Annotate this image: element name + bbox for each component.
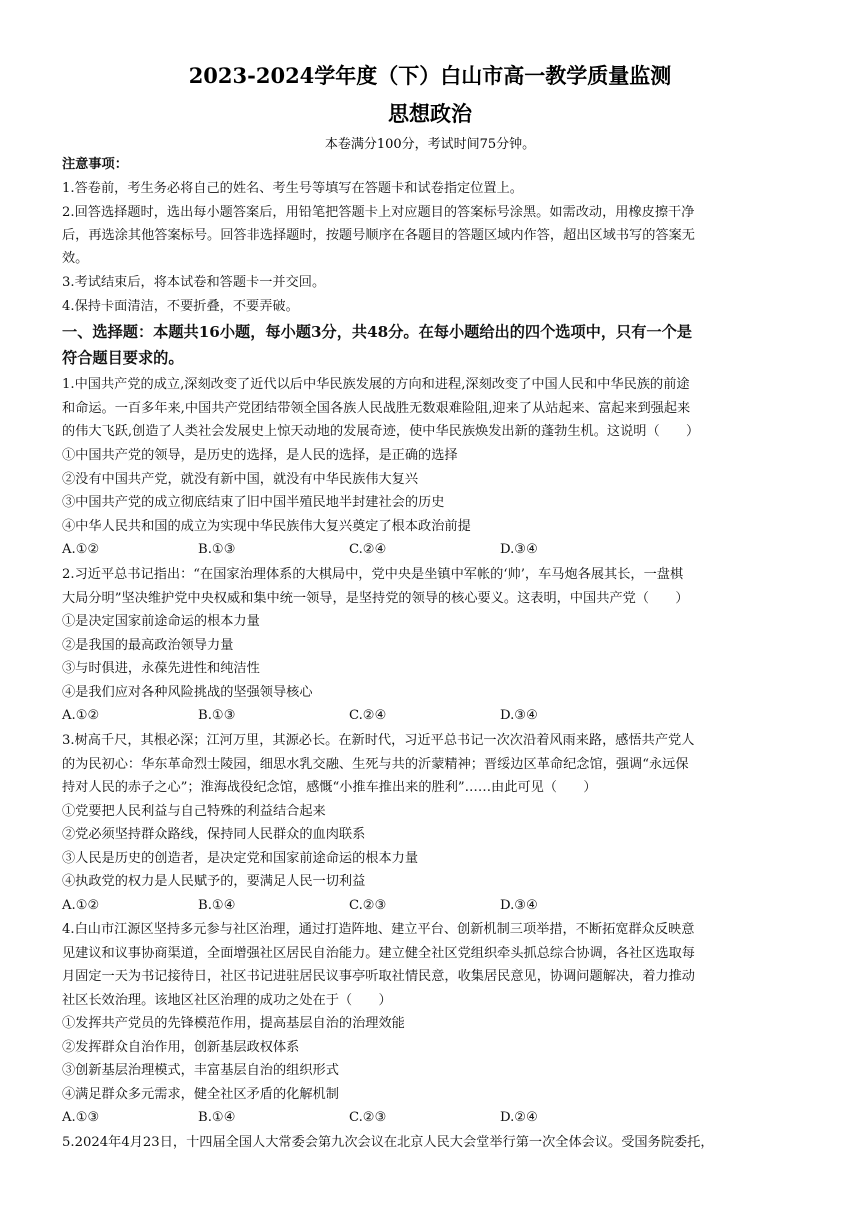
question-4-item: ④满足群众多元需求，健全社区矛盾的化解机制 bbox=[62, 1087, 339, 1102]
option-d: D.③④ bbox=[500, 542, 538, 557]
question-4-stem: 社区长效治理。该地区社区治理的成功之处在于（ ） bbox=[62, 993, 392, 1008]
question-1-stem: 1.中国共产党的成立,深刻改变了近代以后中华民族发展的方向和进程,深刻改变了中国人民和中华民族的前途 bbox=[62, 377, 690, 392]
question-4-stem: 见建议和议事协商渠道，全面增强社区居民自治能力。建立健全社区党组织牵头抓总综合协调，各社区选取每 bbox=[62, 946, 695, 961]
question-3-item: ③人民是历史的创造者，是决定党和国家前途命运的根本力量 bbox=[62, 851, 419, 866]
note-line: 效。 bbox=[62, 251, 89, 266]
question-3-stem: 的为民初心：华东革命烈士陵园，细思水乳交融、生死与共的沂蒙精神；晋绥边区革命纪念馆，强调“永远保 bbox=[62, 757, 689, 772]
option-b: B.①④ bbox=[198, 898, 236, 913]
question-3-item: ②党必须坚持群众路线，保持同人民群众的血肉联系 bbox=[62, 827, 366, 842]
question-4-item: ②发挥群众自治作用，创新基层政权体系 bbox=[62, 1040, 300, 1055]
question-4-item: ③创新基层治理模式，丰富基层自治的组织形式 bbox=[62, 1063, 339, 1078]
question-1-item: ①中国共产党的领导，是历史的选择，是人民的选择，是正确的选择 bbox=[62, 448, 458, 463]
question-1-item: ②没有中国共产党，就没有新中国，就没有中华民族伟大复兴 bbox=[62, 472, 419, 487]
option-b: B.①④ bbox=[198, 1110, 236, 1125]
question-1-stem: 的伟大飞跃,创造了人类社会发展史上惊天动地的发展奇迹，使中华民族焕发出新的蓬勃生机。这说明（ ） bbox=[62, 424, 700, 439]
question-1-item: ③中国共产党的成立彻底结束了旧中国半殖民地半封建社会的历史 bbox=[62, 495, 445, 510]
question-1-item: ④中华人民共和国的成立为实现中华民族伟大复兴奠定了根本政治前提 bbox=[62, 519, 471, 534]
question-3-item: ④执政党的权力是人民赋予的，要满足人民一切利益 bbox=[62, 874, 366, 889]
subject-title: 思想政治 bbox=[388, 101, 472, 126]
option-c: C.②④ bbox=[349, 708, 387, 723]
question-3-stem: 持对人民的赤子之心”；淮海战役纪念馆，感慨“小推车推出来的胜利”……由此可见（ ） bbox=[62, 780, 597, 795]
option-d: D.③④ bbox=[500, 708, 538, 723]
option-c: C.②③ bbox=[349, 1110, 387, 1125]
note-line: 1.答卷前，考生务必将自己的姓名、考生号等填写在答题卡和试卷指定位置上。 bbox=[62, 181, 523, 196]
question-2-stem: 大局分明”坚决维护党中央权威和集中统一领导，是坚持党的领导的核心要义。这表明，中国共产党（ ） bbox=[62, 591, 689, 606]
question-2-item: ④是我们应对各种风险挑战的坚强领导核心 bbox=[62, 685, 313, 700]
section-heading: 一、选择题：本题共16小题，每小题3分，共48分。在每小题给出的四个选项中，只有一个是 bbox=[62, 323, 692, 341]
option-b: B.①③ bbox=[198, 708, 236, 723]
option-a: A.①② bbox=[62, 898, 100, 913]
option-a: A.①③ bbox=[62, 1110, 100, 1125]
question-2-item: ②是我国的最高政治领导力量 bbox=[62, 638, 234, 653]
question-2-item: ③与时俱进，永葆先进性和纯洁性 bbox=[62, 661, 260, 676]
note-line: 3.考试结束后，将本试卷和答题卡一并交回。 bbox=[62, 275, 326, 290]
option-c: C.②③ bbox=[349, 898, 387, 913]
question-4-stem: 月固定一天为书记接待日，社区书记进驻居民议事亭听取社情民意，收集居民意见，协调问题解决，着力推动 bbox=[62, 969, 695, 984]
section-heading-cont: 符合题目要求的。 bbox=[62, 349, 184, 367]
option-d: D.③④ bbox=[500, 898, 538, 913]
option-c: C.②④ bbox=[349, 542, 387, 557]
question-4-item: ①发挥共产党员的先锋模范作用，提高基层自治的治理效能 bbox=[62, 1016, 405, 1031]
question-2-stem: 2.习近平总书记指出：“在国家治理体系的大棋局中，党中央是坐镇中军帐的‘帅’，车马炮各展其长，一盘棋 bbox=[62, 567, 684, 582]
note-line: 4.保持卡面清洁，不要折叠，不要弄破。 bbox=[62, 299, 299, 314]
question-3-stem: 3.树高千尺，其根必深；江河万里，其源必长。在新时代，习近平总书记一次次沿着风雨来路，感悟共产党人 bbox=[62, 733, 695, 748]
note-line: 后，再选涂其他答案标号。回答非选择题时，按题号顺序在各题目的答题区域内作答，超出区域书写的答案无 bbox=[62, 228, 695, 243]
question-3-item: ①党要把人民利益与自己特殊的利益结合起来 bbox=[62, 804, 326, 819]
question-4-stem: 4.白山市江源区坚持多元参与社区治理，通过打造阵地、建立平台、创新机制三项举措，不断拓宽群众反映意 bbox=[62, 922, 695, 937]
exam-info: 本卷满分100分，考试时间75分钟。 bbox=[324, 137, 536, 152]
question-1-stem: 和命运。一百多年来,中国共产党团结带领全国各族人民战胜无数艰难险阻,迎来了从站起来、富起来到强起来 bbox=[62, 401, 691, 416]
option-d: D.②④ bbox=[500, 1110, 538, 1125]
option-a: A.①② bbox=[62, 708, 100, 723]
question-2-item: ①是决定国家前途命运的根本力量 bbox=[62, 614, 260, 629]
note-line: 2.回答选择题时，选出每小题答案后，用铅笔把答题卡上对应题目的答案标号涂黑。如需改动，用橡皮擦干净 bbox=[62, 205, 695, 220]
option-b: B.①③ bbox=[198, 542, 236, 557]
exam-title: 2023-2024学年度（下）白山市高一教学质量监测 bbox=[188, 63, 672, 88]
option-a: A.①② bbox=[62, 542, 100, 557]
question-5-stem: 5.2024年4月23日，十四届全国人大常委会第九次会议在北京人民大会堂举行第一次全体会议。受国务院委托， bbox=[62, 1135, 714, 1150]
notes-heading: 注意事项： bbox=[62, 157, 128, 172]
